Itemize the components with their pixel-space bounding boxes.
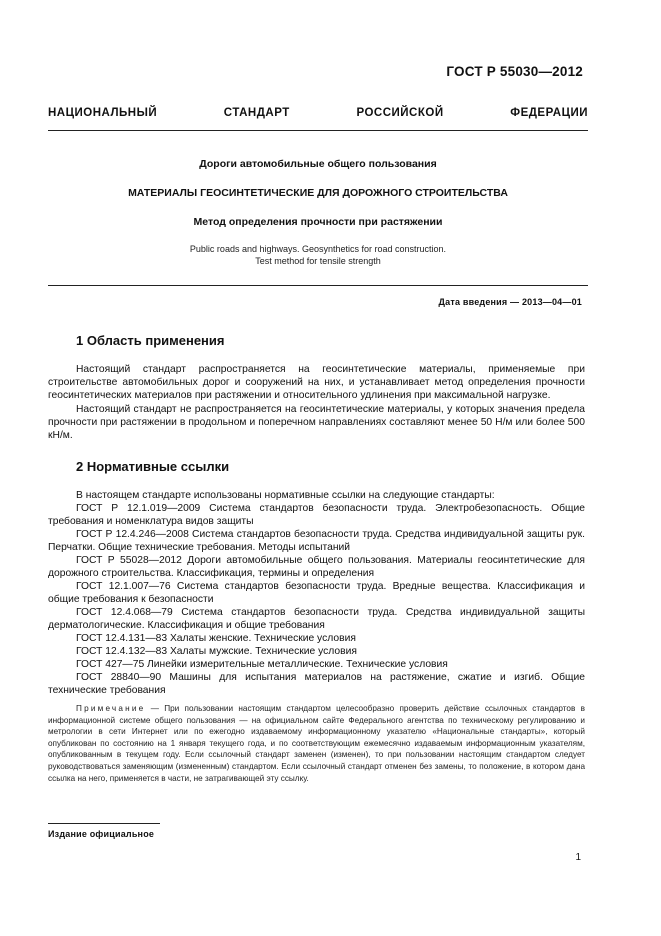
english-title-line-1: Public roads and highways. Geosynthetics for road construction. <box>189 244 447 254</box>
section-1-paragraph-1: Настоящий стандарт распространяется на геосинтетические материалы, применяемые при строительстве автомобильных дорог и сооружений на них, и устанавливает метод определения прочности геосинтетических материалов при растяжении и относительного удлинения при максимальной нагрузке. <box>48 364 585 402</box>
title-divider <box>48 285 588 286</box>
references-note <box>48 703 585 784</box>
section-1-heading: 1 Область применения <box>76 333 225 348</box>
official-edition-label: Издание официальное <box>48 829 155 839</box>
footer-divider <box>48 823 160 824</box>
note-text: — При пользовании настоящим стандартом целесообразно проверить действие ссылочных стандартов в информационной системе общего пользования — на официальном сайте Федерального агентства по техническому регулированию и метрологии в сети Интернет или по ежегодно издаваемому информационному указателю «Национальные стандарты», который опубликован по состоянию на 1 января текущего года, и по соответствующим ежемесячно издаваемым информационным указателям, опубликованным в текущем году. Если ссылочный стандарт заменен (изменен), то при пользовании настоящим стандартом следует руководствоваться заменяющим (измененным) стандартом. Если ссылочный стандарт отменен без замены, то положение, в котором дана ссылка на него, применяется в части, не затрагивающей эту ссылку. <box>48 704 585 783</box>
top-divider <box>48 130 588 131</box>
reference-item: ГОСТ 28840—90 Машины для испытания материалов на растяжение, сжатие и изгиб. Общие технические требования <box>48 672 585 697</box>
reference-item: ГОСТ 12.4.068—79 Система стандартов безопасности труда. Средства индивидуальной защиты дерматологические. Классификация и общие требования <box>48 607 585 632</box>
reference-item: ГОСТ Р 12.1.019—2009 Система стандартов безопасности труда. Электробезопасность. Общие требования и номенклатура видов защиты <box>48 503 585 528</box>
reference-item: ГОСТ 12.4.131—83 Халаты женские. Технические условия <box>76 633 356 644</box>
english-title-line-2: Test method for tensile strength <box>255 256 381 266</box>
title-line-1: Дороги автомобильные общего пользования <box>199 158 437 170</box>
reference-item: ГОСТ 427—75 Линейки измерительные металлические. Технические условия <box>76 659 448 670</box>
reference-item: ГОСТ Р 12.4.246—2008 Система стандартов безопасности труда. Средства индивидуальной защиты рук. Перчатки. Общие технические требования. Методы испытаний <box>48 529 585 554</box>
page-number: 1 <box>575 852 581 863</box>
section-2-heading: 2 Нормативные ссылки <box>76 459 230 474</box>
title-line-3: Метод определения прочности при растяжении <box>193 216 443 228</box>
section-1-paragraph-2: Настоящий стандарт не распространяется на геосинтетические материалы, у которых значения предела прочности при растяжении в продольном и поперечном направлениях составляют менее 50 Н/м или более 500 кН/м. <box>48 404 585 442</box>
title-line-2: МАТЕРИАЛЫ ГЕОСИНТЕТИЧЕСКИЕ ДЛЯ ДОРОЖНОГО СТРОИТЕЛЬСТВА <box>128 187 508 199</box>
reference-item: ГОСТ 12.1.007—76 Система стандартов безопасности труда. Вредные вещества. Классификация и общие требования к безопасности <box>48 581 585 606</box>
reference-item: ГОСТ 12.4.132—83 Халаты мужские. Технические условия <box>76 646 357 657</box>
document-code: ГОСТ Р 55030—2012 <box>446 64 583 79</box>
section-2-intro: В настоящем стандарте использованы нормативные ссылки на следующие стандарты: <box>76 490 495 501</box>
reference-item: ГОСТ Р 55028—2012 Дороги автомобильные общего пользования. Материалы геосинтетические для дорожного строительства. Классификация, термины и определения <box>48 555 585 580</box>
date-of-introduction: Дата введения — 2013—04—01 <box>438 297 582 307</box>
note-label: Примечание <box>76 704 146 713</box>
national-standard-banner: НАЦИОНАЛЬНЫЙ СТАНДАРТ РОССИЙСКОЙ ФЕДЕРАЦИИ <box>48 107 588 119</box>
